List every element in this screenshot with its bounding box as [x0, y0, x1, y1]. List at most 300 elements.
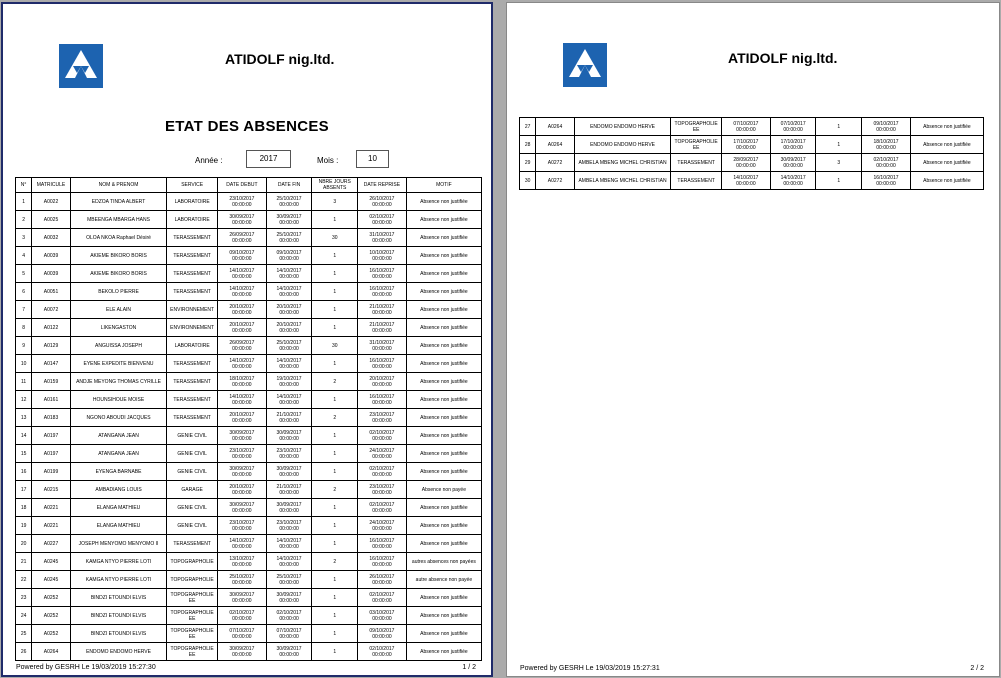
table-cell: 16/10/2017 00:00:00: [358, 391, 407, 409]
table-cell: autre absence non payée: [406, 571, 481, 589]
table-cell: 30/09/2017 00:00:00: [770, 154, 816, 172]
table-row: [16, 427, 482, 445]
table-cell: 23: [16, 589, 32, 607]
table-cell: BEKOLO PIERRE: [70, 283, 166, 301]
table-row: [520, 136, 984, 154]
annee-field: 2017: [246, 150, 291, 168]
table-cell: A0221: [32, 499, 71, 517]
table-cell: Absence non justifiée: [406, 319, 481, 337]
table-cell: 26/10/2017 00:00:00: [358, 571, 407, 589]
table-cell: A0197: [32, 445, 71, 463]
column-header: DATE DEBUT: [218, 178, 267, 193]
table-cell: TOPOGRAPHOLIE: [167, 553, 218, 571]
absences-table-continued: [519, 117, 984, 190]
table-cell: MBEENGA MBARGA HANS: [70, 211, 166, 229]
table-cell: 2: [312, 553, 358, 571]
table-cell: TOPOGRAPHOLIE: [167, 571, 218, 589]
table-cell: 25/10/2017 00:00:00: [266, 229, 312, 247]
table-cell: 30/09/2017 00:00:00: [266, 211, 312, 229]
table-cell: A0264: [32, 643, 71, 661]
table-cell: A0252: [32, 607, 71, 625]
table-cell: 13: [16, 409, 32, 427]
table-cell: Absence non justifiée: [406, 355, 481, 373]
table-row: [16, 247, 482, 265]
table-row: [16, 571, 482, 589]
table-cell: OLOA NKOA Raphael Désiré: [70, 229, 166, 247]
table-row: [16, 535, 482, 553]
table-cell: Absence non justifiée: [406, 445, 481, 463]
table-cell: Absence non justifiée: [406, 391, 481, 409]
table-cell: 02/10/2017 00:00:00: [358, 211, 407, 229]
table-cell: 16/10/2017 00:00:00: [358, 535, 407, 553]
table-cell: 6: [16, 283, 32, 301]
table-cell: Absence non justifiée: [406, 211, 481, 229]
table-cell: 27: [520, 118, 536, 136]
table-cell: 1: [312, 571, 358, 589]
table-cell: 26/09/2017 00:00:00: [218, 337, 267, 355]
report-page-1: [1, 2, 493, 677]
table-cell: 8: [16, 319, 32, 337]
table-cell: KAMGA NTYO PIERRE LOTI: [70, 571, 166, 589]
table-cell: LABORATOIRE: [167, 193, 218, 211]
table-cell: AKIEME BIKORO BORIS: [70, 265, 166, 283]
page-number: 1 / 2: [462, 664, 476, 671]
table-cell: TERASSEMENT: [671, 154, 722, 172]
table-cell: 24/10/2017 00:00:00: [358, 445, 407, 463]
table-cell: 23/10/2017 00:00:00: [218, 517, 267, 535]
table-cell: TERASSEMENT: [167, 535, 218, 553]
table-cell: TERASSEMENT: [167, 355, 218, 373]
table-cell: 1: [312, 517, 358, 535]
table-cell: 23/10/2017 00:00:00: [266, 517, 312, 535]
company-logo: [59, 44, 103, 88]
table-cell: 14/10/2017 00:00:00: [266, 283, 312, 301]
table-row: [16, 625, 482, 643]
table-cell: 1: [312, 445, 358, 463]
table-cell: 29: [520, 154, 536, 172]
table-cell: A0252: [32, 589, 71, 607]
table-cell: 09/10/2017 00:00:00: [358, 625, 407, 643]
table-cell: A0197: [32, 427, 71, 445]
table-cell: 7: [16, 301, 32, 319]
table-cell: Absence non justifiée: [406, 283, 481, 301]
table-header-row: [16, 178, 482, 193]
table-cell: 1: [312, 283, 358, 301]
table-cell: AKIEME BIKORO BORIS: [70, 247, 166, 265]
table-cell: 30/09/2017 00:00:00: [266, 463, 312, 481]
table-cell: 3: [816, 154, 862, 172]
table-row: [16, 229, 482, 247]
table-cell: 20/10/2017 00:00:00: [218, 319, 267, 337]
table-row: [16, 319, 482, 337]
table-cell: 21/10/2017 00:00:00: [266, 409, 312, 427]
table-cell: 25/10/2017 00:00:00: [266, 193, 312, 211]
table-row: [16, 553, 482, 571]
table-cell: 14/10/2017 00:00:00: [722, 172, 771, 190]
table-cell: A0159: [32, 373, 71, 391]
table-row: [16, 463, 482, 481]
table-cell: GARAGE: [167, 481, 218, 499]
table-row: [16, 445, 482, 463]
report-page-2: [506, 2, 1000, 677]
table-cell: 2: [312, 373, 358, 391]
mois-label: Mois :: [317, 156, 339, 165]
table-cell: A0215: [32, 481, 71, 499]
table-cell: BINDZI ETOUNDI ELVIS: [70, 607, 166, 625]
table-cell: A0051: [32, 283, 71, 301]
table-cell: 17/10/2017 00:00:00: [770, 136, 816, 154]
table-cell: 24: [16, 607, 32, 625]
table-cell: ELANGA MATHIEU: [70, 499, 166, 517]
column-header: SERVICE: [167, 178, 218, 193]
table-cell: 23/10/2017 00:00:00: [358, 481, 407, 499]
table-cell: EYENE EXPEDITE BIENVENU: [70, 355, 166, 373]
table-cell: Absence non justifiée: [406, 607, 481, 625]
table-cell: 2: [16, 211, 32, 229]
table-cell: TERASSEMENT: [167, 247, 218, 265]
absences-table: [15, 177, 482, 661]
table-cell: 23/10/2017 00:00:00: [218, 193, 267, 211]
table-cell: 14/10/2017 00:00:00: [266, 391, 312, 409]
table-cell: 31/10/2017 00:00:00: [358, 229, 407, 247]
table-cell: 30/09/2017 00:00:00: [266, 427, 312, 445]
table-cell: 30/09/2017 00:00:00: [218, 589, 267, 607]
table-cell: 02/10/2017 00:00:00: [862, 154, 911, 172]
table-cell: 21/10/2017 00:00:00: [358, 319, 407, 337]
table-cell: A0032: [32, 229, 71, 247]
table-cell: Absence non justifiée: [406, 463, 481, 481]
table-cell: 12: [16, 391, 32, 409]
table-cell: 02/10/2017 00:00:00: [358, 643, 407, 661]
table-cell: Absence non justifiée: [406, 301, 481, 319]
table-row: [16, 499, 482, 517]
column-header: NOM & PRENOM: [70, 178, 166, 193]
table-cell: 07/10/2017 00:00:00: [218, 625, 267, 643]
footer-powered-by: Powered by GESRH Le 19/03/2019 15:27:31: [520, 665, 660, 672]
table-cell: A0199: [32, 463, 71, 481]
table-cell: 31/10/2017 00:00:00: [358, 337, 407, 355]
table-cell: 3: [16, 229, 32, 247]
table-cell: GENIE CIVIL: [167, 427, 218, 445]
table-cell: 10: [16, 355, 32, 373]
table-cell: 18/10/2017 00:00:00: [862, 136, 911, 154]
table-cell: 14: [16, 427, 32, 445]
table-cell: 21/10/2017 00:00:00: [358, 301, 407, 319]
table-cell: Absence non justifiée: [406, 625, 481, 643]
table-cell: A0245: [32, 553, 71, 571]
table-cell: TERASSEMENT: [167, 229, 218, 247]
table-cell: TERASSEMENT: [167, 373, 218, 391]
table-cell: 14/10/2017 00:00:00: [218, 391, 267, 409]
table-row: [520, 118, 984, 136]
table-cell: TOPOGRAPHOLIE EE: [167, 589, 218, 607]
table-cell: 02/10/2017 00:00:00: [218, 607, 267, 625]
table-cell: 19: [16, 517, 32, 535]
table-cell: 1: [312, 625, 358, 643]
table-cell: 25/10/2017 00:00:00: [266, 337, 312, 355]
table-cell: EYENGA BARNABE: [70, 463, 166, 481]
table-cell: 02/10/2017 00:00:00: [358, 463, 407, 481]
table-cell: 07/10/2017 00:00:00: [770, 118, 816, 136]
table-cell: 2: [312, 409, 358, 427]
table-cell: 22: [16, 571, 32, 589]
table-cell: ATANGANA JEAN: [70, 427, 166, 445]
table-cell: 14/10/2017 00:00:00: [218, 283, 267, 301]
table-cell: 14/10/2017 00:00:00: [266, 265, 312, 283]
table-row: [16, 193, 482, 211]
table-cell: A0183: [32, 409, 71, 427]
table-cell: 30/09/2017 00:00:00: [266, 499, 312, 517]
table-cell: 17/10/2017 00:00:00: [722, 136, 771, 154]
table-cell: 16: [16, 463, 32, 481]
table-cell: 16/10/2017 00:00:00: [862, 172, 911, 190]
table-cell: 14/10/2017 00:00:00: [218, 355, 267, 373]
table-cell: EDZOA TINDA ALBERT: [70, 193, 166, 211]
table-cell: 30/09/2017 00:00:00: [218, 643, 267, 661]
table-cell: 14/10/2017 00:00:00: [218, 265, 267, 283]
table-cell: 1: [312, 319, 358, 337]
table-row: [16, 265, 482, 283]
table-cell: 30/09/2017 00:00:00: [218, 211, 267, 229]
table-cell: 15: [16, 445, 32, 463]
table-cell: BINDZI ETOUNDI ELVIS: [70, 589, 166, 607]
table-cell: HOUNSIHOUE MOISE: [70, 391, 166, 409]
table-cell: 30/09/2017 00:00:00: [266, 589, 312, 607]
table-cell: Absence non justifiée: [406, 265, 481, 283]
table-cell: 10/10/2017 00:00:00: [358, 247, 407, 265]
table-cell: AMBADIANG LOUIS: [70, 481, 166, 499]
table-cell: 02/10/2017 00:00:00: [266, 607, 312, 625]
table-cell: Absence non justifiée: [406, 409, 481, 427]
table-cell: 20/10/2017 00:00:00: [218, 301, 267, 319]
column-header: MOTIF: [406, 178, 481, 193]
table-cell: 1: [312, 211, 358, 229]
table-cell: LABORATOIRE: [167, 337, 218, 355]
table-cell: autres absences non payées: [406, 553, 481, 571]
table-cell: 1: [816, 136, 862, 154]
table-cell: A0221: [32, 517, 71, 535]
table-cell: Absence non justifiée: [910, 118, 983, 136]
table-cell: 16/10/2017 00:00:00: [358, 355, 407, 373]
table-cell: 14/10/2017 00:00:00: [770, 172, 816, 190]
table-cell: A0252: [32, 625, 71, 643]
table-cell: Absence non justifiée: [910, 136, 983, 154]
table-cell: ATANGANA JEAN: [70, 445, 166, 463]
table-cell: 30/09/2017 00:00:00: [218, 499, 267, 517]
table-cell: 26: [16, 643, 32, 661]
table-cell: 30/09/2017 00:00:00: [266, 643, 312, 661]
table-cell: 30: [312, 337, 358, 355]
table-cell: 14/10/2017 00:00:00: [218, 535, 267, 553]
table-cell: 25: [16, 625, 32, 643]
table-cell: A0129: [32, 337, 71, 355]
table-cell: A0264: [536, 118, 575, 136]
table-cell: Absence non justifiée: [406, 499, 481, 517]
table-cell: TOPOGRAPHOLIE EE: [167, 607, 218, 625]
table-cell: A0039: [32, 247, 71, 265]
table-cell: 20/10/2017 00:00:00: [266, 301, 312, 319]
table-cell: 1: [312, 265, 358, 283]
report-params: [3, 150, 491, 170]
table-cell: 1: [816, 118, 862, 136]
table-cell: ENDOMO ENDOMO HERVE: [574, 136, 670, 154]
table-row: [16, 337, 482, 355]
table-cell: 26/09/2017 00:00:00: [218, 229, 267, 247]
table-cell: TERASSEMENT: [167, 283, 218, 301]
table-cell: TERASSEMENT: [167, 265, 218, 283]
table-cell: 1: [312, 643, 358, 661]
table-cell: Absence non justifiée: [406, 229, 481, 247]
table-cell: A0272: [536, 154, 575, 172]
table-cell: 1: [312, 247, 358, 265]
table-cell: AMBELA MBENG MICHEL CHRISTIAN: [574, 154, 670, 172]
table-cell: A0072: [32, 301, 71, 319]
table-cell: 28: [520, 136, 536, 154]
table-cell: 3: [312, 193, 358, 211]
table-cell: 14/10/2017 00:00:00: [266, 355, 312, 373]
table-cell: 09/10/2017 00:00:00: [218, 247, 267, 265]
table-cell: 28/09/2017 00:00:00: [722, 154, 771, 172]
company-logo: [563, 43, 607, 87]
table-cell: A0245: [32, 571, 71, 589]
table-cell: 1: [312, 589, 358, 607]
table-row: [16, 373, 482, 391]
table-cell: 5: [16, 265, 32, 283]
table-cell: Absence non justifiée: [406, 589, 481, 607]
table-cell: 1: [312, 535, 358, 553]
table-cell: LABORATOIRE: [167, 211, 218, 229]
table-cell: 1: [312, 607, 358, 625]
table-cell: 1: [312, 499, 358, 517]
company-name: ATIDOLF nig.ltd.: [728, 50, 838, 66]
table-cell: TOPOGRAPHOLIE EE: [167, 625, 218, 643]
table-cell: ENVIRONNEMENT: [167, 319, 218, 337]
table-cell: A0227: [32, 535, 71, 553]
column-header: DATE FIN: [266, 178, 312, 193]
table-cell: ENVIRONNEMENT: [167, 301, 218, 319]
table-cell: 21/10/2017 00:00:00: [266, 481, 312, 499]
table-cell: 25/10/2017 00:00:00: [218, 571, 267, 589]
table-cell: 02/10/2017 00:00:00: [358, 589, 407, 607]
company-name: ATIDOLF nig.ltd.: [225, 51, 335, 67]
table-row: [16, 391, 482, 409]
table-cell: Absence non justifiée: [406, 535, 481, 553]
table-cell: 1: [312, 301, 358, 319]
table-row: [16, 409, 482, 427]
table-cell: Absence non justifiée: [910, 172, 983, 190]
table-cell: A0264: [536, 136, 575, 154]
table-cell: ELE ALAIN: [70, 301, 166, 319]
table-cell: 09/10/2017 00:00:00: [862, 118, 911, 136]
table-cell: 1: [312, 427, 358, 445]
table-row: [16, 481, 482, 499]
table-row: [16, 643, 482, 661]
table-cell: Absence non justifiée: [406, 517, 481, 535]
table-cell: 1: [816, 172, 862, 190]
column-header: NBRE JOURS ABSENTS: [312, 178, 358, 193]
table-cell: 23/10/2017 00:00:00: [266, 445, 312, 463]
table-cell: 30/09/2017 00:00:00: [218, 463, 267, 481]
annee-label: Année :: [195, 156, 223, 165]
table-cell: 20/10/2017 00:00:00: [218, 481, 267, 499]
table-cell: 9: [16, 337, 32, 355]
table-cell: 26/10/2017 00:00:00: [358, 193, 407, 211]
table-cell: 1: [16, 193, 32, 211]
mois-field: 10: [356, 150, 389, 168]
table-cell: 14/10/2017 00:00:00: [266, 553, 312, 571]
table-cell: A0147: [32, 355, 71, 373]
table-cell: A0022: [32, 193, 71, 211]
table-cell: Absence non justifiée: [406, 427, 481, 445]
table-row: [16, 355, 482, 373]
table-cell: Absence non justifiée: [406, 643, 481, 661]
table-cell: 11: [16, 373, 32, 391]
table-row: [16, 301, 482, 319]
table-cell: ELANGA MATHIEU: [70, 517, 166, 535]
table-cell: 07/10/2017 00:00:00: [266, 625, 312, 643]
table-cell: JOSEPH MENYOMO MENYOMO II: [70, 535, 166, 553]
table-row: [520, 154, 984, 172]
table-cell: 25/10/2017 00:00:00: [266, 571, 312, 589]
table-cell: A0025: [32, 211, 71, 229]
table-cell: Absence non payée: [406, 481, 481, 499]
table-cell: 21: [16, 553, 32, 571]
table-cell: NGONO ABOUDI JACQUES: [70, 409, 166, 427]
table-cell: 16/10/2017 00:00:00: [358, 553, 407, 571]
table-cell: 4: [16, 247, 32, 265]
table-cell: Absence non justifiée: [406, 373, 481, 391]
table-cell: 2: [312, 481, 358, 499]
table-cell: LIKENGASTON: [70, 319, 166, 337]
table-cell: 30: [312, 229, 358, 247]
table-cell: 19/10/2017 00:00:00: [266, 373, 312, 391]
table-cell: 23/10/2017 00:00:00: [358, 409, 407, 427]
table-cell: TERASSEMENT: [167, 409, 218, 427]
table-cell: 07/10/2017 00:00:00: [722, 118, 771, 136]
table-cell: KAMGA NTYO PIERRE LOTI: [70, 553, 166, 571]
table-cell: ENDOMO ENDOMO HERVE: [70, 643, 166, 661]
table-cell: A0161: [32, 391, 71, 409]
table-row: [16, 607, 482, 625]
column-header: N°: [16, 178, 32, 193]
table-cell: 20/10/2017 00:00:00: [266, 319, 312, 337]
table-cell: 30/09/2017 00:00:00: [218, 427, 267, 445]
table-row: [16, 283, 482, 301]
table-cell: 20/10/2017 00:00:00: [218, 409, 267, 427]
table-cell: Absence non justifiée: [406, 247, 481, 265]
column-header: DATE REPRISE: [358, 178, 407, 193]
table-cell: GENIE CIVIL: [167, 517, 218, 535]
table-cell: 16/10/2017 00:00:00: [358, 265, 407, 283]
page-number: 2 / 2: [970, 665, 984, 672]
table-cell: Absence non justifiée: [910, 154, 983, 172]
table-cell: BINDZI ETOUNDI ELVIS: [70, 625, 166, 643]
table-row: [16, 211, 482, 229]
table-cell: TERASSEMENT: [167, 391, 218, 409]
table-cell: 17: [16, 481, 32, 499]
table-cell: Absence non justifiée: [406, 337, 481, 355]
table-cell: 02/10/2017 00:00:00: [358, 499, 407, 517]
report-title: ETAT DES ABSENCES: [164, 118, 329, 135]
table-cell: A0039: [32, 265, 71, 283]
table-cell: 30: [520, 172, 536, 190]
table-row: [520, 172, 984, 190]
table-cell: 14/10/2017 00:00:00: [266, 535, 312, 553]
table-row: [16, 589, 482, 607]
table-cell: 20: [16, 535, 32, 553]
table-cell: 16/10/2017 00:00:00: [358, 283, 407, 301]
table-row: [16, 517, 482, 535]
